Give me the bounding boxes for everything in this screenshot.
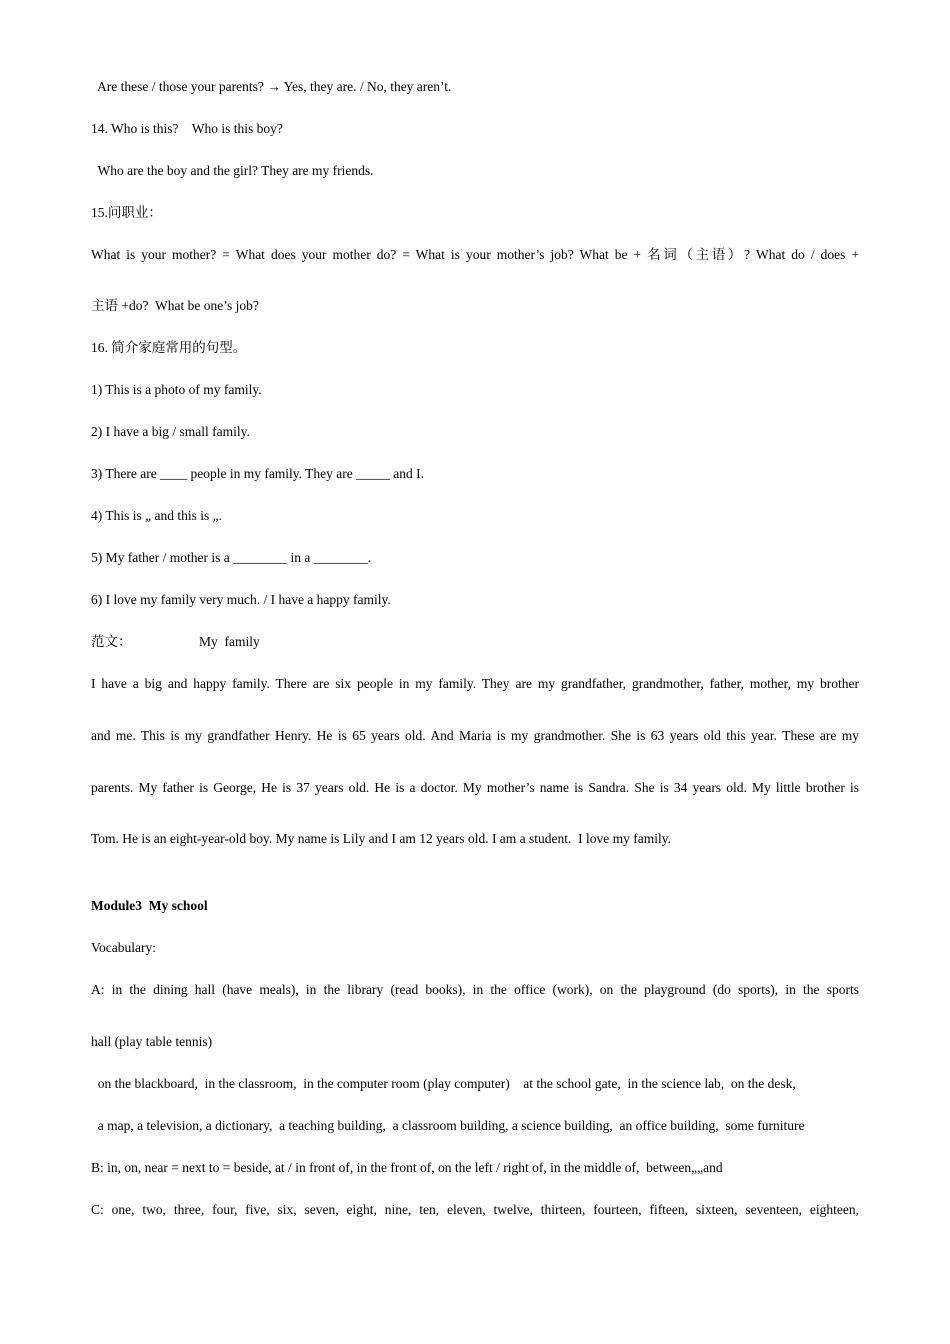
text-line: 15.问职业： xyxy=(91,205,162,220)
essay-line: and me. This is my grandfather Henry. He is 65 years old. And Maria is my grandmother. She is 63 years old this year. These are my xyxy=(91,728,859,743)
text-line: 主语 +do? What be one’s job? xyxy=(91,298,259,313)
list-item: 4) This is „ and this is „. xyxy=(91,508,222,523)
vocabulary-line: a map, a television, a dictionary, a teaching building, a classroom building, a science building, an office building, some furniture xyxy=(91,1118,805,1133)
list-item: 1) This is a photo of my family. xyxy=(91,382,262,397)
vocabulary-line: on the blackboard, in the classroom, in the computer room (play computer) at the school gate, in the science lab, on the desk, xyxy=(91,1076,796,1091)
module-heading: Module3 My school xyxy=(91,898,208,913)
list-item: 2) I have a big / small family. xyxy=(91,424,250,439)
text-line: 16. 简介家庭常用的句型。 xyxy=(91,340,247,355)
text-line: Who are the boy and the girl? They are my friends. xyxy=(91,163,374,178)
vocabulary-line: A: in the dining hall (have meals), in the library (read books), in the office (work), on the playground (do sports), in the sports xyxy=(91,982,859,997)
essay-line: parents. My father is George, He is 37 years old. He is a doctor. My mother’s name is Sandra. She is 34 years old. My little brother is xyxy=(91,780,859,795)
text-line: What is your mother? = What does your mother do? = What is your mother’s job? What be + 名词（主语）? What do / does + xyxy=(91,247,859,262)
text-line: 14. Who is this? Who is this boy? xyxy=(91,121,283,136)
vocabulary-line: B: in, on, near = next to = beside, at / in front of, in the front of, on the left / right of, in the middle of, between„„and xyxy=(91,1160,723,1175)
list-item: 6) I love my family very much. / I have a happy family. xyxy=(91,592,391,607)
list-item: 5) My father / mother is a ________ in a ________. xyxy=(91,550,372,565)
essay-line: I have a big and happy family. There are six people in my family. They are my grandfather, grandmother, father, mother, my brother xyxy=(91,676,859,691)
sample-essay-heading: 范文： My family xyxy=(91,634,260,649)
vocabulary-line: C: one, two, three, four, five, six, seven, eight, nine, ten, eleven, twelve, thirteen, fourteen, fifteen, sixteen, seventeen, eighteen, xyxy=(91,1202,859,1217)
vocabulary-line: hall (play table tennis) xyxy=(91,1034,213,1049)
vocabulary-label: Vocabulary: xyxy=(91,940,156,955)
essay-line: Tom. He is an eight-year-old boy. My name is Lily and I am 12 years old. I am a student. I love my family. xyxy=(91,831,672,846)
list-item: 3) There are ____ people in my family. They are _____ and I. xyxy=(91,466,425,481)
text-line: Are these / those your parents? → Yes, they are. / No, they aren’t. xyxy=(91,79,452,94)
